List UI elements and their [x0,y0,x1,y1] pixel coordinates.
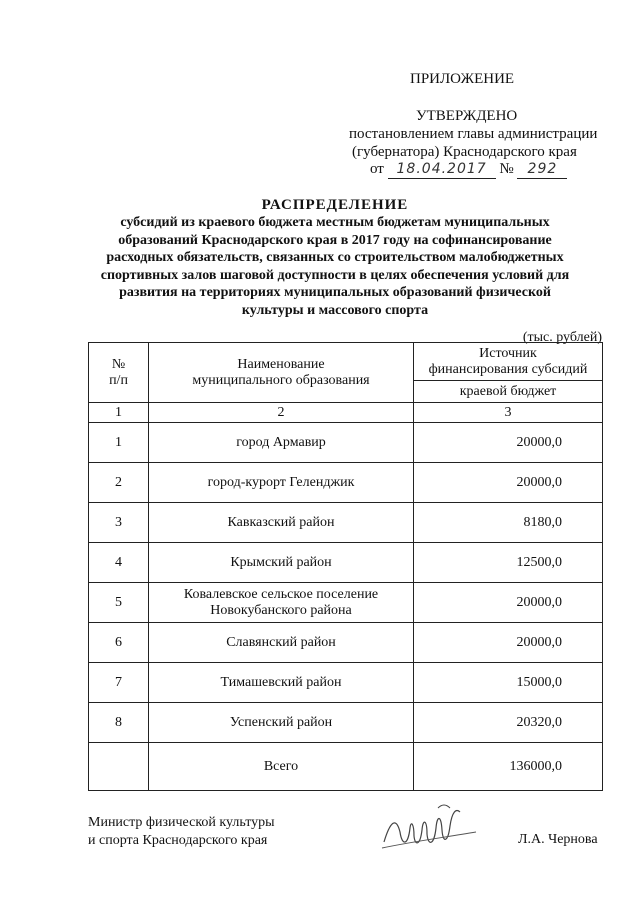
signatory-name: Л.А. Чернова [518,832,598,847]
subtitle-line: расходных обязательств, связанных со строительством малобюджетных [106,250,564,265]
table-row [89,503,603,543]
row-num: 8 [89,703,149,743]
table-row [89,583,603,623]
document-title: РАСПРЕДЕЛЕНИЕ [261,197,409,213]
row-num: 5 [89,583,149,623]
subtitle-line: развития на территориях муниципальных образований физической [119,285,551,300]
table-header-row [89,343,603,381]
header-sub: краевой бюджет [414,381,603,403]
row-name: Ковалевское сельское поселение Новокубанского района [149,583,414,623]
index-cell: 2 [149,403,414,423]
total-value: 136000,0 [414,743,603,791]
table-row [89,703,603,743]
subtitle-line: субсидий из краевого бюджета местным бюджетам муниципальных [120,215,550,230]
index-cell: 3 [414,403,603,423]
header-source: Источник финансирования субсидий [414,343,603,381]
row-num: 7 [89,663,149,703]
row-name: Успенский район [149,703,414,743]
units-label: (тыс. рублей) [522,330,602,345]
row-value: 20000,0 [414,463,603,503]
table-row [89,623,603,663]
header-name: Наименование муниципального образования [149,343,414,403]
subtitle-line: культуры и массового спорта [241,302,429,318]
row-value: 15000,0 [414,663,603,703]
row-value: 20320,0 [414,703,603,743]
row-name: Кавказский район [149,503,414,543]
row-name: город Армавир [149,423,414,463]
title-block [70,196,600,319]
row-num: 4 [89,543,149,583]
row-value: 12500,0 [414,543,603,583]
decree-line-2: (губернатора) Краснодарского края [352,144,577,160]
row-num: 2 [89,463,149,503]
row-value: 8180,0 [414,503,603,543]
table-row [89,463,603,503]
from-label: от [370,161,384,177]
table-total-row [89,743,603,791]
row-value: 20000,0 [414,423,603,463]
decree-line-1: постановлением главы администрации [349,126,598,142]
number-label: № [499,161,514,177]
decree-number: 292 [517,160,567,179]
subtitle-line: образований Краснодарского края в 2017 году на софинансирование [118,232,552,248]
table-row [89,663,603,703]
total-num [89,743,149,791]
row-name: Крымский район [149,543,414,583]
appendix-label: ПРИЛОЖЕНИЕ [410,71,515,87]
row-name: город-курорт Геленджик [149,463,414,503]
decree-date-line [370,160,567,179]
row-name: Славянский район [149,623,414,663]
row-num: 6 [89,623,149,663]
row-num: 3 [89,503,149,543]
distribution-table [88,342,603,791]
row-name: Тимашевский район [149,663,414,703]
table-index-row [89,403,603,423]
header-num: № п/п [89,343,149,403]
subtitle-line: спортивных залов шаговой доступности в целях обеспечения условий для [100,267,570,283]
decree-date: 18.04.2017 [388,160,496,179]
row-value: 20000,0 [414,583,603,623]
document-subtitle [70,214,600,319]
total-label: Всего [149,743,414,791]
signatory-position: Министр физической культуры и спорта Краснодарского края [88,815,275,848]
table-row [89,423,603,463]
index-cell: 1 [89,403,149,423]
row-value: 20000,0 [414,623,603,663]
row-num: 1 [89,423,149,463]
approved-label: УТВЕРЖДЕНО [416,108,518,124]
signature-image [380,802,480,858]
table-row [89,543,603,583]
